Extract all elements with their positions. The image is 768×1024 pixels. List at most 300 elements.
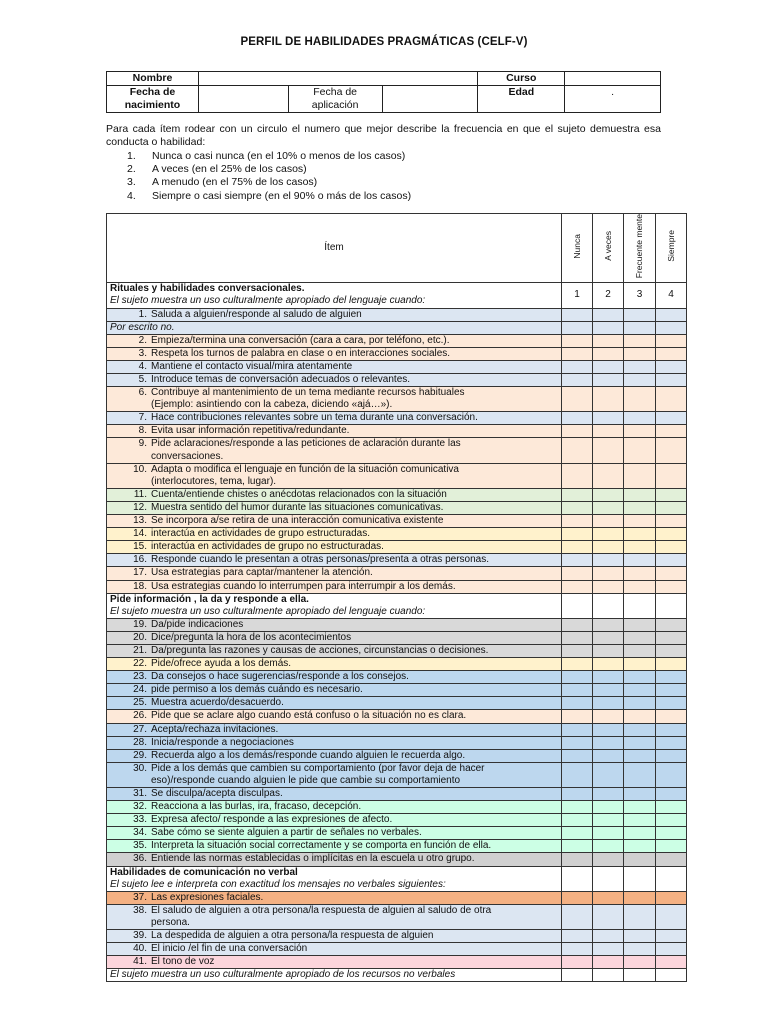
item-label: El saludo de alguien a otra persona/la respuesta de alguien al saludo de otra <box>151 904 492 916</box>
frequency-checkbox-cell[interactable] <box>656 425 687 438</box>
frequency-checkbox-cell[interactable] <box>656 334 687 347</box>
frequency-checkbox-cell[interactable] <box>624 697 656 710</box>
item-text <box>107 671 562 684</box>
frequency-checkbox-cell[interactable] <box>624 501 656 514</box>
curso-field[interactable] <box>565 72 661 86</box>
frequency-checkbox-cell[interactable] <box>656 710 687 723</box>
item-number: 33. <box>133 814 147 826</box>
frequency-checkbox-cell[interactable] <box>562 334 593 347</box>
frequency-checkbox-cell[interactable] <box>593 308 624 321</box>
frequency-checkbox-cell[interactable] <box>624 749 656 762</box>
frequency-checkbox-cell[interactable] <box>593 658 624 671</box>
frequency-header-label: Frecuente mente <box>634 214 644 279</box>
item-text <box>107 891 562 904</box>
frequency-checkbox-cell[interactable] <box>593 334 624 347</box>
frequency-checkbox-cell[interactable] <box>593 387 624 412</box>
frequency-checkbox-cell[interactable] <box>593 501 624 514</box>
item-label: Mantiene el contacto visual/mira atentamente <box>151 360 353 372</box>
frequency-checkbox-cell[interactable] <box>593 347 624 360</box>
frequency-checkbox-cell[interactable] <box>562 853 593 866</box>
frequency-checkbox-cell[interactable] <box>624 723 656 736</box>
frequency-checkbox-cell[interactable] <box>624 347 656 360</box>
frequency-checkbox-cell[interactable] <box>593 930 624 943</box>
frequency-number-cell <box>593 593 624 618</box>
frequency-checkbox-cell[interactable] <box>562 671 593 684</box>
frequency-checkbox-cell[interactable] <box>593 671 624 684</box>
frequency-number-cell <box>593 866 624 891</box>
frequency-checkbox-cell[interactable] <box>656 515 687 528</box>
frequency-checkbox-cell[interactable] <box>624 631 656 644</box>
frequency-checkbox-cell[interactable] <box>562 736 593 749</box>
frequency-checkbox-cell[interactable] <box>624 308 656 321</box>
option-text: Siempre o casi siempre (en el 90% o más de los casos) <box>152 189 412 202</box>
item-label: Contribuye al mantenimiento de un tema mediante recursos habituales <box>151 387 465 399</box>
frequency-number-cell: 2 <box>593 283 624 308</box>
frequency-checkbox-cell[interactable] <box>593 412 624 425</box>
frequency-checkbox-cell[interactable] <box>624 644 656 657</box>
item-text <box>107 736 562 749</box>
frequency-checkbox-cell[interactable] <box>562 308 593 321</box>
frequency-checkbox-cell[interactable] <box>593 580 624 593</box>
item-number: 12. <box>133 501 147 513</box>
frequency-checkbox-cell[interactable] <box>562 762 593 787</box>
frequency-checkbox-cell[interactable] <box>656 658 687 671</box>
frequency-checkbox-cell[interactable] <box>656 684 687 697</box>
frequency-checkbox-cell[interactable] <box>656 580 687 593</box>
item-label: Adapta o modifica el lenguaje en función de la situación comunicativa <box>151 463 459 475</box>
frequency-checkbox-cell[interactable] <box>656 671 687 684</box>
table-row <box>107 374 687 387</box>
frequency-checkbox-cell[interactable] <box>656 374 687 387</box>
frequency-checkbox-cell[interactable] <box>624 387 656 412</box>
item-label: interactúa en actividades de grupo no estructuradas. <box>151 541 384 553</box>
frequency-checkbox-cell[interactable] <box>593 374 624 387</box>
frequency-checkbox-cell[interactable] <box>624 528 656 541</box>
frequency-checkbox-cell[interactable] <box>562 827 593 840</box>
item-label: Pide aclaraciones/responde a las peticiones de aclaración durante las <box>151 438 461 450</box>
frequency-checkbox-cell[interactable] <box>656 618 687 631</box>
table-row <box>107 943 687 956</box>
frequency-checkbox-cell[interactable] <box>624 930 656 943</box>
frequency-column-header <box>562 214 593 283</box>
frequency-checkbox-cell[interactable] <box>593 541 624 554</box>
section-title: Pide información , la da y responde a ella. <box>110 593 309 605</box>
frequency-checkbox-cell[interactable] <box>593 321 624 334</box>
table-row <box>107 528 687 541</box>
frequency-checkbox-cell[interactable] <box>562 374 593 387</box>
item-number: 11. <box>133 488 147 500</box>
frequency-checkbox-cell[interactable] <box>562 644 593 657</box>
frequency-checkbox-cell[interactable] <box>656 501 687 514</box>
item-label: Pide a los demás que cambien su comportamiento (por favor deja de hacer <box>151 762 485 774</box>
item-text <box>107 580 562 593</box>
frequency-checkbox-cell[interactable] <box>656 801 687 814</box>
item-number: 14. <box>133 528 147 540</box>
frequency-options-list <box>127 150 411 203</box>
frequency-checkbox-cell[interactable] <box>593 697 624 710</box>
frequency-checkbox-cell[interactable] <box>593 956 624 969</box>
table-row <box>107 788 687 801</box>
frequency-checkbox-cell[interactable] <box>656 814 687 827</box>
item-number: 30. <box>133 762 147 774</box>
item-number: 26. <box>133 710 147 722</box>
frequency-checkbox-cell[interactable] <box>562 618 593 631</box>
frequency-checkbox-cell[interactable] <box>562 463 593 488</box>
item-number: 25. <box>133 697 147 709</box>
frequency-checkbox-cell[interactable] <box>624 463 656 488</box>
table-row <box>107 891 687 904</box>
frequency-checkbox-cell[interactable] <box>593 488 624 501</box>
frequency-column-header <box>656 214 687 283</box>
frequency-checkbox-cell[interactable] <box>624 969 656 982</box>
item-number: 37. <box>133 891 147 903</box>
frequency-checkbox-cell[interactable] <box>593 528 624 541</box>
frequency-checkbox-cell[interactable] <box>624 554 656 567</box>
frequency-checkbox-cell[interactable] <box>562 930 593 943</box>
frequency-checkbox-cell[interactable] <box>656 463 687 488</box>
item-label-continued: (Ejemplo: asintiendo con la cabeza, diciendo «ajá…»). <box>151 399 393 411</box>
frequency-checkbox-cell[interactable] <box>593 827 624 840</box>
frequency-checkbox-cell[interactable] <box>624 671 656 684</box>
page-title: PERFIL DE HABILIDADES PRAGMÁTICAS (CELF-V) <box>240 36 528 48</box>
frequency-checkbox-cell[interactable] <box>593 904 624 929</box>
frequency-checkbox-cell[interactable] <box>624 827 656 840</box>
frequency-checkbox-cell[interactable] <box>624 321 656 334</box>
item-label: interactúa en actividades de grupo estructuradas. <box>151 528 371 540</box>
edad-field[interactable]: . <box>565 86 661 113</box>
frequency-checkbox-cell[interactable] <box>562 347 593 360</box>
frequency-checkbox-cell[interactable] <box>562 658 593 671</box>
frequency-checkbox-cell[interactable] <box>593 631 624 644</box>
item-text <box>107 930 562 943</box>
frequency-checkbox-cell[interactable] <box>656 736 687 749</box>
table-row <box>107 762 687 787</box>
section-heading <box>107 866 562 891</box>
frequency-checkbox-cell[interactable] <box>562 684 593 697</box>
frequency-checkbox-cell[interactable] <box>624 360 656 373</box>
item-label: Acepta/rechaza invitaciones. <box>151 723 279 735</box>
frequency-checkbox-cell[interactable] <box>656 840 687 853</box>
frequency-checkbox-cell[interactable] <box>624 762 656 787</box>
frequency-checkbox-cell[interactable] <box>593 762 624 787</box>
item-label: Recuerda algo a los demás/responde cuando alguien le recuerda algo. <box>151 749 466 761</box>
frequency-checkbox-cell[interactable] <box>656 438 687 463</box>
frequency-checkbox-cell[interactable] <box>624 736 656 749</box>
frequency-checkbox-cell[interactable] <box>593 801 624 814</box>
frequency-checkbox-cell[interactable] <box>656 723 687 736</box>
item-number: 23. <box>133 671 147 683</box>
frequency-checkbox-cell[interactable] <box>656 554 687 567</box>
frequency-option <box>127 176 411 189</box>
item-number: 1. <box>138 308 147 320</box>
frequency-checkbox-cell[interactable] <box>656 631 687 644</box>
fecha-aplicacion-field[interactable] <box>382 86 478 113</box>
frequency-checkbox-cell[interactable] <box>624 374 656 387</box>
frequency-checkbox-cell[interactable] <box>624 904 656 929</box>
frequency-checkbox-cell[interactable] <box>624 658 656 671</box>
frequency-checkbox-cell[interactable] <box>624 488 656 501</box>
item-number: 19. <box>133 618 147 630</box>
table-row <box>107 501 687 514</box>
frequency-checkbox-cell[interactable] <box>656 308 687 321</box>
frequency-checkbox-cell[interactable] <box>562 904 593 929</box>
frequency-column-header <box>593 214 624 283</box>
frequency-checkbox-cell[interactable] <box>562 697 593 710</box>
frequency-checkbox-cell[interactable] <box>562 723 593 736</box>
item-text <box>107 374 562 387</box>
frequency-checkbox-cell[interactable] <box>624 710 656 723</box>
item-label-continued: persona. <box>151 916 190 928</box>
item-number: 8. <box>138 425 147 437</box>
frequency-checkbox-cell[interactable] <box>593 749 624 762</box>
frequency-checkbox-cell[interactable] <box>656 360 687 373</box>
frequency-checkbox-cell[interactable] <box>562 425 593 438</box>
frequency-number-cell <box>562 593 593 618</box>
frequency-checkbox-cell[interactable] <box>562 840 593 853</box>
table-row <box>107 425 687 438</box>
frequency-checkbox-cell[interactable] <box>624 438 656 463</box>
item-number: 17. <box>133 567 147 579</box>
frequency-checkbox-cell[interactable] <box>656 891 687 904</box>
item-text <box>107 425 562 438</box>
frequency-checkbox-cell[interactable] <box>624 853 656 866</box>
frequency-checkbox-cell[interactable] <box>562 438 593 463</box>
item-text <box>107 956 562 969</box>
frequency-checkbox-cell[interactable] <box>656 853 687 866</box>
item-number: 27. <box>133 723 147 735</box>
frequency-number-cell <box>562 866 593 891</box>
option-number: 4. <box>127 189 136 202</box>
item-text <box>107 501 562 514</box>
frequency-checkbox-cell[interactable] <box>656 956 687 969</box>
option-number: 2. <box>127 163 136 176</box>
frequency-checkbox-cell[interactable] <box>656 904 687 929</box>
section-title: Rituales y habilidades conversacionales. <box>110 283 305 295</box>
item-number: 4. <box>138 360 147 372</box>
table-row <box>107 567 687 580</box>
table-row <box>107 697 687 710</box>
item-number: 15. <box>133 541 147 553</box>
item-label: Pide/ofrece ayuda a los demás. <box>151 658 292 670</box>
table-row <box>107 749 687 762</box>
frequency-checkbox-cell[interactable] <box>562 710 593 723</box>
frequency-checkbox-cell[interactable] <box>624 515 656 528</box>
frequency-checkbox-cell[interactable] <box>593 644 624 657</box>
table-row <box>107 723 687 736</box>
item-text <box>107 710 562 723</box>
frequency-checkbox-cell[interactable] <box>562 528 593 541</box>
item-label: El tono de voz <box>151 956 215 968</box>
frequency-checkbox-cell[interactable] <box>562 567 593 580</box>
item-number: 20. <box>133 631 147 643</box>
item-label: Evita usar información repetitiva/redundante. <box>151 425 350 437</box>
item-text <box>107 308 562 321</box>
frequency-checkbox-cell[interactable] <box>593 463 624 488</box>
frequency-checkbox-cell[interactable] <box>593 554 624 567</box>
frequency-checkbox-cell[interactable] <box>562 814 593 827</box>
frequency-checkbox-cell[interactable] <box>624 567 656 580</box>
frequency-checkbox-cell[interactable] <box>593 840 624 853</box>
frequency-option <box>127 150 411 163</box>
nombre-field[interactable] <box>198 72 477 86</box>
item-text <box>107 488 562 501</box>
frequency-checkbox-cell[interactable] <box>624 891 656 904</box>
frequency-checkbox-cell[interactable] <box>562 488 593 501</box>
item-number: 31. <box>133 788 147 800</box>
frequency-checkbox-cell[interactable] <box>562 631 593 644</box>
item-number: 38. <box>133 904 147 916</box>
frequency-checkbox-cell[interactable] <box>593 943 624 956</box>
frequency-checkbox-cell[interactable] <box>656 567 687 580</box>
frequency-checkbox-cell[interactable] <box>656 412 687 425</box>
frequency-checkbox-cell[interactable] <box>562 943 593 956</box>
frequency-checkbox-cell[interactable] <box>624 541 656 554</box>
item-text <box>107 904 562 929</box>
frequency-checkbox-cell[interactable] <box>656 930 687 943</box>
table-row <box>107 618 687 631</box>
frequency-checkbox-cell[interactable] <box>624 801 656 814</box>
frequency-checkbox-cell[interactable] <box>593 618 624 631</box>
frequency-checkbox-cell[interactable] <box>593 684 624 697</box>
frequency-checkbox-cell[interactable] <box>656 969 687 982</box>
frequency-checkbox-cell[interactable] <box>593 567 624 580</box>
frequency-checkbox-cell[interactable] <box>562 515 593 528</box>
frequency-checkbox-cell[interactable] <box>562 749 593 762</box>
item-text <box>107 827 562 840</box>
item-text <box>107 840 562 853</box>
item-label: Las expresiones faciales. <box>151 891 264 903</box>
frequency-checkbox-cell[interactable] <box>593 969 624 982</box>
frequency-checkbox-cell[interactable] <box>593 360 624 373</box>
frequency-checkbox-cell[interactable] <box>562 541 593 554</box>
item-number: 24. <box>133 684 147 696</box>
frequency-header-label: Siempre <box>665 230 676 262</box>
frequency-checkbox-cell[interactable] <box>593 710 624 723</box>
frequency-checkbox-cell[interactable] <box>562 501 593 514</box>
frequency-checkbox-cell[interactable] <box>593 736 624 749</box>
item-text <box>107 644 562 657</box>
fecha-nacimiento-label: Fecha de nacimiento <box>107 86 199 113</box>
frequency-checkbox-cell[interactable] <box>624 840 656 853</box>
frequency-checkbox-cell[interactable] <box>562 321 593 334</box>
fecha-nacimiento-field[interactable] <box>198 86 288 113</box>
frequency-checkbox-cell[interactable] <box>624 412 656 425</box>
frequency-checkbox-cell[interactable] <box>656 347 687 360</box>
item-label: Da/pregunta las razones y causas de acciones, circunstancias o decisiones. <box>151 644 489 656</box>
item-label: Se disculpa/acepta disculpas. <box>151 788 283 800</box>
item-note: Por escrito no. <box>107 321 562 334</box>
frequency-checkbox-cell[interactable] <box>593 788 624 801</box>
frequency-checkbox-cell[interactable] <box>624 580 656 593</box>
frequency-checkbox-cell[interactable] <box>624 684 656 697</box>
section-subtitle: El sujeto muestra un uso culturalmente apropiado del lenguaje cuando: <box>110 605 426 617</box>
frequency-number-cell: 4 <box>656 283 687 308</box>
frequency-checkbox-cell[interactable] <box>656 827 687 840</box>
frequency-checkbox-cell[interactable] <box>624 814 656 827</box>
table-row <box>107 684 687 697</box>
frequency-checkbox-cell[interactable] <box>656 943 687 956</box>
frequency-checkbox-cell[interactable] <box>656 697 687 710</box>
item-label: Entiende las normas establecidas o implícitas en la escuela u otro grupo. <box>151 853 475 865</box>
frequency-checkbox-cell[interactable] <box>562 891 593 904</box>
frequency-checkbox-cell[interactable] <box>562 969 593 982</box>
table-row <box>107 827 687 840</box>
section-row <box>107 283 687 308</box>
frequency-checkbox-cell[interactable] <box>562 956 593 969</box>
frequency-checkbox-cell[interactable] <box>656 387 687 412</box>
frequency-checkbox-cell[interactable] <box>624 425 656 438</box>
item-column-header: Ítem <box>107 214 562 283</box>
frequency-checkbox-cell[interactable] <box>624 788 656 801</box>
item-text <box>107 554 562 567</box>
option-number: 3. <box>127 176 136 189</box>
frequency-checkbox-cell[interactable] <box>562 580 593 593</box>
frequency-checkbox-cell[interactable] <box>656 541 687 554</box>
frequency-checkbox-cell[interactable] <box>624 956 656 969</box>
footer-row <box>107 969 687 982</box>
item-text <box>107 723 562 736</box>
item-label: Cuenta/entiende chistes o anécdotas relacionados con la situación <box>151 488 447 500</box>
table-row <box>107 853 687 866</box>
frequency-checkbox-cell[interactable] <box>593 723 624 736</box>
item-label: Empieza/termina una conversación (cara a cara, por teléfono, etc.). <box>151 334 450 346</box>
item-number: 18. <box>133 580 147 592</box>
frequency-checkbox-cell[interactable] <box>624 618 656 631</box>
frequency-checkbox-cell[interactable] <box>593 438 624 463</box>
item-label: Responde cuando le presentan a otras personas/presenta a otras personas. <box>151 554 489 566</box>
frequency-checkbox-cell[interactable] <box>656 644 687 657</box>
table-row <box>107 463 687 488</box>
frequency-checkbox-cell[interactable] <box>562 788 593 801</box>
item-text <box>107 515 562 528</box>
item-number: 29. <box>133 749 147 761</box>
frequency-checkbox-cell[interactable] <box>624 943 656 956</box>
item-text <box>107 412 562 425</box>
frequency-checkbox-cell[interactable] <box>656 762 687 787</box>
item-number: 35. <box>133 840 147 852</box>
frequency-checkbox-cell[interactable] <box>624 334 656 347</box>
frequency-checkbox-cell[interactable] <box>656 321 687 334</box>
frequency-number-cell <box>624 866 656 891</box>
curso-label: Curso <box>478 72 565 86</box>
frequency-checkbox-cell[interactable] <box>593 891 624 904</box>
frequency-checkbox-cell[interactable] <box>562 387 593 412</box>
item-number: 28. <box>133 736 147 748</box>
table-row-note <box>107 321 687 334</box>
frequency-checkbox-cell[interactable] <box>562 554 593 567</box>
table-row <box>107 710 687 723</box>
frequency-checkbox-cell[interactable] <box>562 801 593 814</box>
frequency-checkbox-cell[interactable] <box>656 488 687 501</box>
frequency-checkbox-cell[interactable] <box>593 515 624 528</box>
item-text <box>107 360 562 373</box>
item-number: 3. <box>138 347 147 359</box>
frequency-checkbox-cell[interactable] <box>656 788 687 801</box>
frequency-checkbox-cell[interactable] <box>562 412 593 425</box>
frequency-option <box>127 190 411 203</box>
frequency-checkbox-cell[interactable] <box>593 814 624 827</box>
table-row <box>107 930 687 943</box>
item-text <box>107 658 562 671</box>
frequency-checkbox-cell[interactable] <box>656 528 687 541</box>
item-text <box>107 387 562 412</box>
frequency-number-cell: 1 <box>562 283 593 308</box>
frequency-checkbox-cell[interactable] <box>593 853 624 866</box>
frequency-checkbox-cell[interactable] <box>593 425 624 438</box>
frequency-checkbox-cell[interactable] <box>656 749 687 762</box>
frequency-checkbox-cell[interactable] <box>562 360 593 373</box>
item-label: Respeta los turnos de palabra en clase o en interacciones sociales. <box>151 347 451 359</box>
